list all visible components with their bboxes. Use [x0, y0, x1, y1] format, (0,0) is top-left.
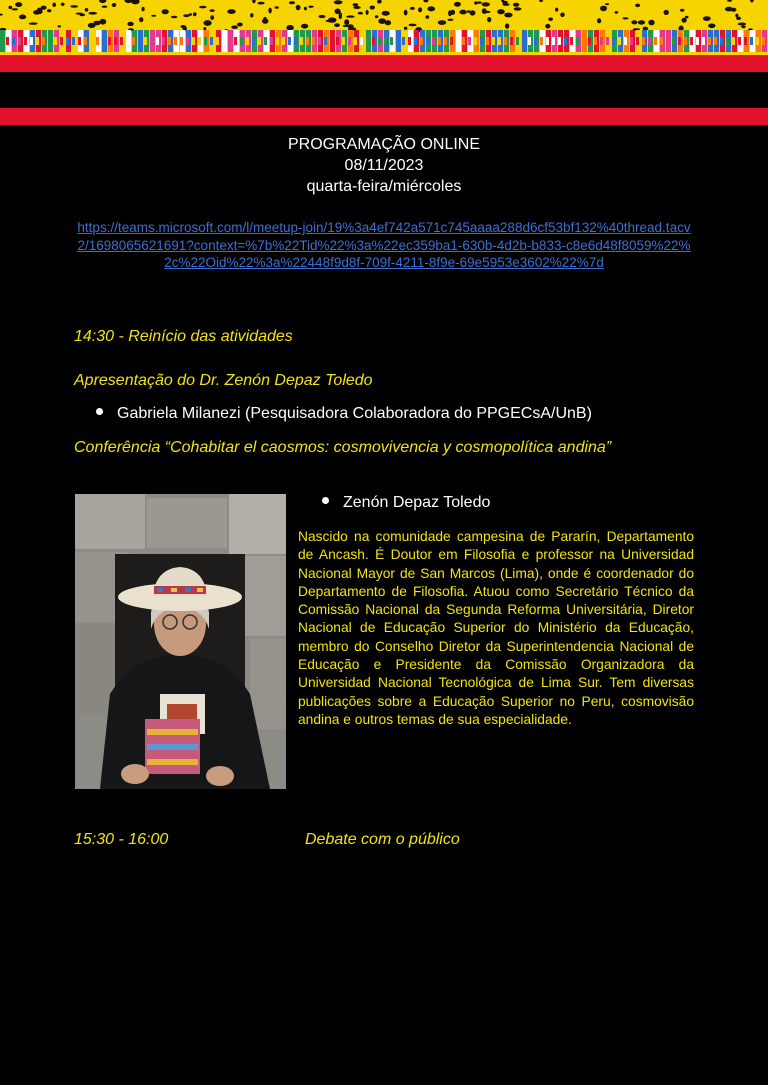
program-weekday: quarta-feira/miércoles	[306, 178, 462, 195]
debate-time: 15:30 - 16:00	[74, 831, 169, 848]
program-date: 08/11/2023	[344, 157, 424, 174]
debate-label: Debate com o público	[305, 831, 460, 848]
bullet-icon	[322, 497, 329, 504]
conference-title: Conferência “Cohabitar el caosmos: cosmovivencia y cosmopolítica andina”	[74, 439, 612, 456]
red-stripe-bottom	[0, 108, 768, 125]
restart-time: 14:30 - Reinício das atividades	[74, 328, 293, 345]
program-title: PROGRAMAÇÃO ONLINE	[287, 136, 481, 153]
meeting-link[interactable]: https://teams.microsoft.com/l/meetup-join/19%3a4ef742a571c745aaaa288d6cf53bf132%40thread.tacv2/1698065621691?context=%7b%22Tid%22%3a%22ec359ba1-630b-4d2b-b833-c8e6d48f8059%22%2c%22Oid%22%3a%22448f9d8f-709f-4211-8f9e-69e5953e3602%22%7d	[77, 220, 691, 270]
speaker-item	[322, 494, 490, 512]
presentation-title: Apresentação do Dr. Zenón Depaz Toledo	[74, 372, 373, 389]
red-stripe-top	[0, 55, 768, 72]
bullet-icon	[96, 408, 103, 415]
decorative-banner	[0, 0, 768, 56]
speaker-name: Zenón Depaz Toledo	[343, 494, 491, 511]
program-header	[0, 134, 768, 197]
speaker-photo	[75, 494, 286, 789]
speaker-bio: Nascido na comunidade campesina de Pararín, Departamento de Ancash. É Doutor em Filosofia e professor na Universidad Nacional Mayor de San Marcos (Lima), onde é coordenador do Departamento de Filosofia. Atuou como Secretário Técnico da Comissão Nacional da Segunda Reforma Universitária, Diretor Nacional de Educação Superior do Ministério da Educação, membro do Conselho Diretor da Superintendencia Nacional de Educação e Presidente da Comissão Organizadora da Universidad Nacional Tecnológica de Lima Sur. Tem diversas publicações sobre a Educação Superior no Peru, cosmovisão andina e outros temas de sua especialidade.	[298, 529, 694, 727]
presenter-item	[96, 405, 592, 423]
presenter-text: Gabriela Milanezi (Pesquisadora Colaboradora do PPGECsA/UnB)	[117, 405, 592, 422]
